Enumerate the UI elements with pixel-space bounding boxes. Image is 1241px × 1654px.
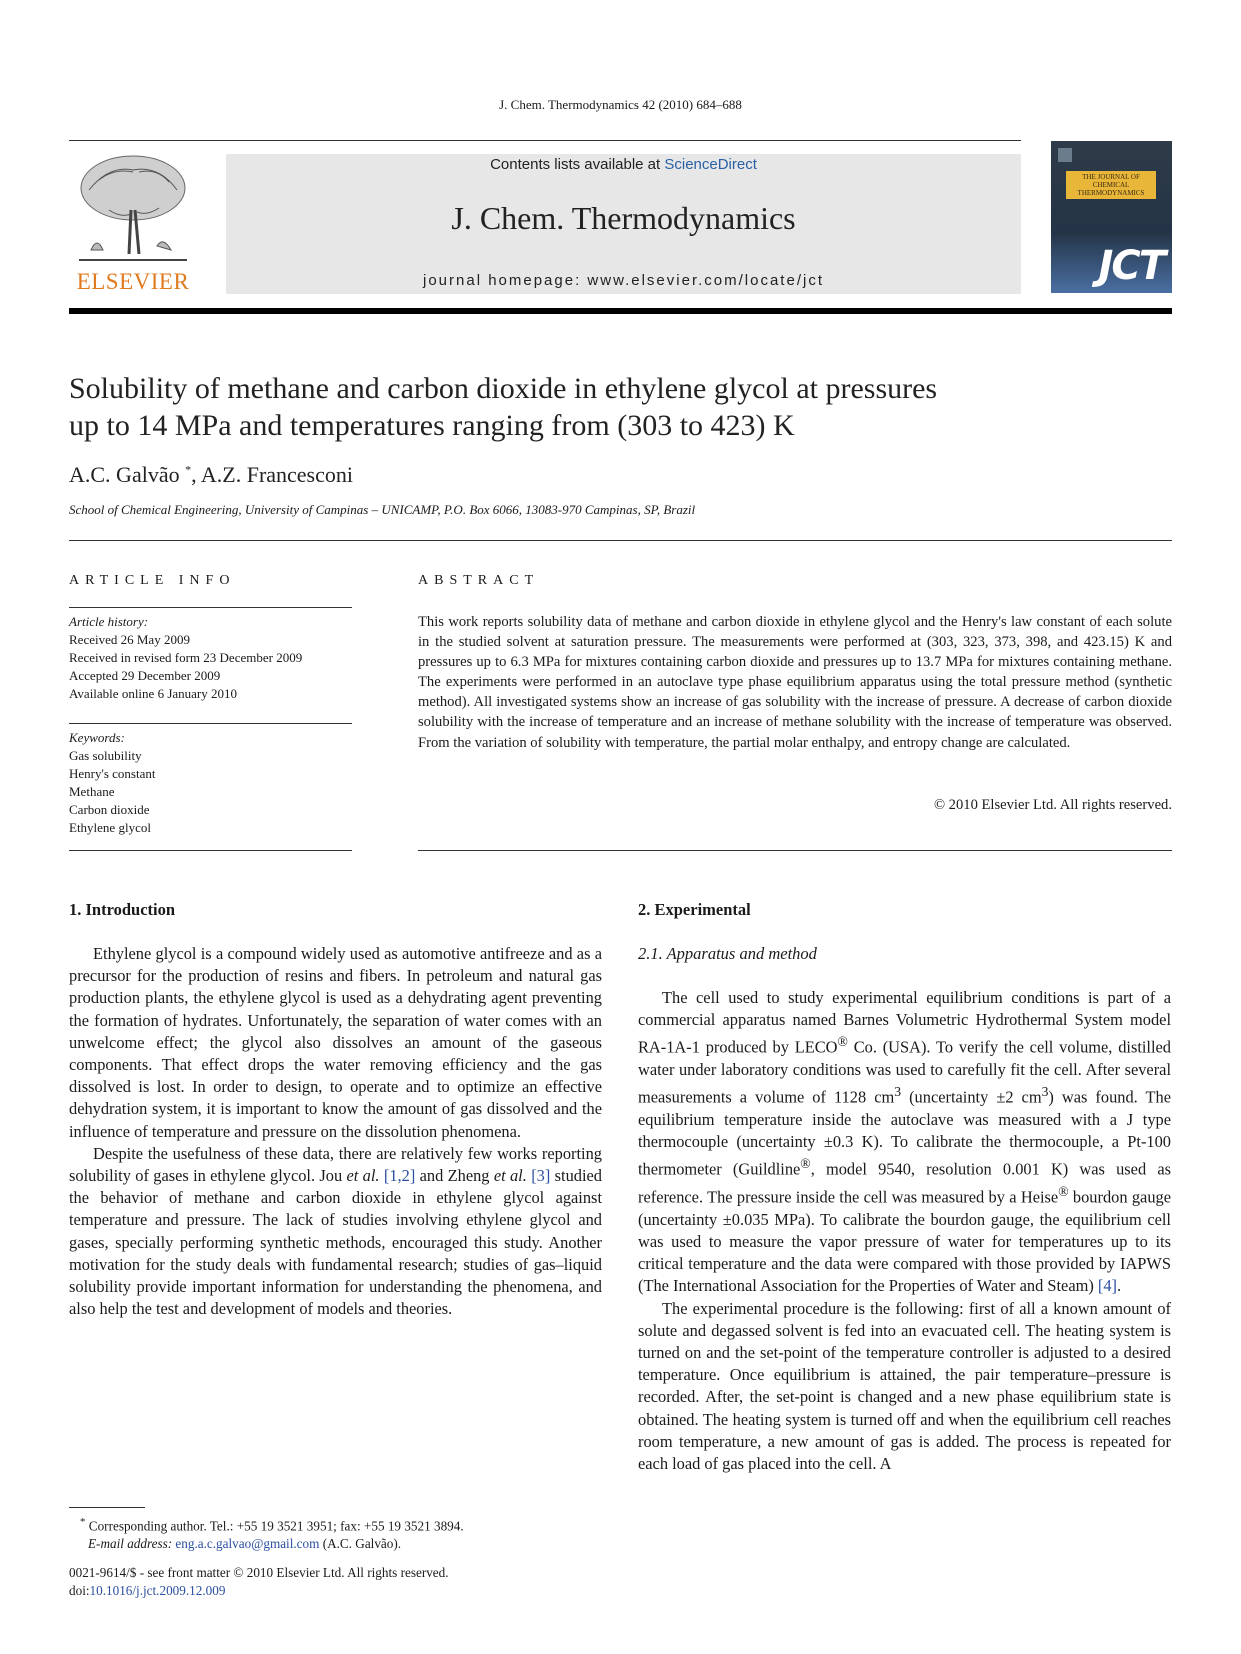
text-run: ) was found. The equilibrium temperature inside the autoclave was measured with a J type thermocouple (uncertainty ±0.3 K). To calibrate the thermocouple, a Pt-100 thermometer (Guildline: [638, 1087, 1171, 1179]
tree-icon: [69, 150, 197, 270]
email-link[interactable]: eng.a.c.galvao@gmail.com: [175, 1536, 320, 1552]
experimental-paragraph-1: [638, 987, 1171, 1298]
et-al: et al.: [493, 1166, 527, 1186]
article-info-rule-mid: [69, 723, 352, 724]
author-list: [69, 462, 353, 488]
abstract-text: This work reports solubility data of methane and carbon dioxide in ethylene glycol and the Henry's law constant of each solute in the studied solvent at saturation pressure. The measurements were performed at (303, 323, 373, 398, and 423.15) K and pressures up to 6.3 MPa for mixtures containing carbon dioxide and pressures up to 13.7 MPa for mixtures containing methane. The experiments were performed in an autoclave type phase equilibrium apparatus using the total pressure method (synthetic method). All investigated systems show an increase of gas solubility with the increase of pressure. A decrease of carbon dioxide solubility with the increase of temperature and an increase of methane solubility with the increase of temperature was observed. From the variation of solubility with temperature, the partial molar enthalpy, and entropy change are calculated.: [418, 614, 1172, 751]
text-run: The cell used to study experimental equilibrium conditions is part of a commercial apparatus named Barnes Volumetric Hydrothermal System model RA-1A-1 produced by LECO: [638, 988, 1171, 1057]
email-suffix: (A.C. Galvão).: [319, 1536, 402, 1552]
footnote-marker: *: [80, 1516, 86, 1528]
elsevier-logo[interactable]: [69, 150, 197, 295]
introduction-heading: 1. Introduction: [69, 900, 176, 919]
footnote-contact: Corresponding author. Tel.: +55 19 3521 3951; fax: +55 19 3521 3894.: [88, 1518, 464, 1534]
author-rest: , A.Z. Francesconi: [191, 462, 353, 487]
history-label: Article history:: [69, 614, 149, 629]
keywords-list: [69, 729, 352, 837]
journal-title: J. Chem. Thermodynamics: [451, 200, 796, 236]
citation-link[interactable]: [3]: [531, 1166, 551, 1186]
keyword-item: Gas solubility: [69, 748, 142, 763]
abstract-rule-top: [418, 607, 1172, 608]
contents-line: [226, 156, 1021, 173]
citation-link[interactable]: [4]: [1097, 1276, 1118, 1296]
title-line-1: Solubility of methane and carbon dioxide in ethylene glycol at pressures: [69, 372, 938, 405]
history-revised: Received in revised form 23 December 2009: [69, 650, 303, 665]
abstract-copyright: © 2010 Elsevier Ltd. All rights reserved.: [933, 797, 1172, 813]
text-run: , model 9540, resolution 0.001 K) was used as reference. The pressure inside the cell was measured by a Heise: [638, 1159, 1171, 1207]
registered-mark: ®: [1058, 1184, 1069, 1200]
affiliation-rule: [69, 540, 1172, 541]
text-run: (uncertainty ±2 cm: [901, 1087, 1042, 1107]
journal-cover[interactable]: [1051, 141, 1172, 293]
text-run: Co. (USA). To verify the cell volume, distilled water under laboratory conditions was used to carefully fit the cell. After several measurements a volume of 1128 cm: [638, 1037, 1172, 1107]
superscript: 3: [1041, 1084, 1049, 1100]
contents-prefix: Contents lists available at: [490, 156, 665, 173]
affiliation: School of Chemical Engineering, University of Campinas – UNICAMP, P.O. Box 6066, 13083-970 Campinas, SP, Brazil: [69, 502, 696, 517]
elsevier-wordmark: ELSEVIER: [76, 269, 190, 294]
abstract-rule-bottom: [418, 850, 1172, 851]
sciencedirect-link[interactable]: ScienceDirect: [664, 156, 757, 173]
journal-homepage[interactable]: journal homepage: www.elsevier.com/locate/jct: [423, 272, 824, 289]
author-first: A.C. Galvão: [69, 462, 180, 487]
intro-paragraph-1: Ethylene glycol is a compound widely used as automotive antifreeze and as a precursor for the production of resins and fibers. In petroleum and natural gas production plants, the ethylene glycol is used as a dehydrating agent preventing the formation of hydrates. Unfortunately, the separation of water comes with an unwelcome effect; the glycol also dissolves an amount of the gaseous components. That effect drops the water removing efficiency and the gas dissolved is lost. In order to design, to operate and to optimize an effective dehydration system, it is important to know the amount of gas dissolved and the influence of temperature and pressure on the dissolution phenomena.: [69, 944, 602, 1141]
history-online: Available online 6 January 2010: [69, 686, 237, 701]
keyword-item: Henry's constant: [69, 766, 156, 781]
keyword-item: Ethylene glycol: [69, 820, 151, 835]
article-info-heading: ARTICLE INFO: [69, 573, 236, 588]
header-thick-rule: [69, 308, 1172, 314]
front-matter-line: 0021-9614/$ - see front matter © 2010 Elsevier Ltd. All rights reserved.: [69, 1565, 449, 1580]
abstract-heading: ABSTRACT: [418, 573, 540, 588]
keywords-label: Keywords:: [69, 730, 125, 745]
article-info-rule-top: [69, 607, 352, 608]
registered-mark: ®: [837, 1034, 848, 1050]
journal-reference: J. Chem. Thermodynamics 42 (2010) 684–688: [499, 97, 742, 112]
experimental-body: [638, 987, 1171, 1475]
et-al: et al.: [346, 1166, 380, 1186]
apparatus-subheading: 2.1. Apparatus and method: [638, 944, 817, 963]
article-history: [69, 613, 352, 703]
text-run: bourdon gauge (uncertainty ±0.035 MPa). To calibrate the bourdon gauge, the equilibrium cell was used to measure the vapor pressure of water for temperatures up to its critical temperature and the data were compared with those provided by IAPWS (The International Association for the Properties of Water and Steam): [638, 1187, 1171, 1296]
history-received: Received 26 May 2009: [69, 632, 190, 647]
superscript: 3: [894, 1084, 902, 1100]
header-rule: [69, 140, 1021, 141]
corresponding-marker[interactable]: *: [185, 462, 192, 477]
title-line-2: up to 14 MPa and temperatures ranging from (303 to 423) K: [69, 409, 795, 442]
text-run: and Zheng: [415, 1166, 494, 1186]
cover-emblem-icon: [1058, 148, 1072, 162]
front-matter: [69, 1564, 449, 1600]
text-run: studied the behavior of methane and carbon dioxide in ethylene glycol against temperature and pressure. The lack of studies involving ethylene glycol and gases, specially performing synthetic methods, encouraged this study. Another motivation for the study deals with fundamental research; studies of gas–liquid solubility provide important information for understanding the phenomena, and also help the test and development of models and theories.: [69, 1166, 602, 1319]
cover-letters: JCT: [1098, 243, 1164, 289]
cover-label: THE JOURNAL OF CHEMICAL THERMODYNAMICS: [1066, 171, 1156, 199]
text-run: .: [1117, 1276, 1122, 1296]
doi-link[interactable]: 10.1016/j.jct.2009.12.009: [89, 1583, 226, 1598]
corresponding-author-footnote: [80, 1513, 464, 1553]
citation-link[interactable]: [1,2]: [383, 1166, 416, 1186]
doi-label: doi:: [69, 1583, 90, 1598]
keyword-item: Carbon dioxide: [69, 802, 150, 817]
intro-paragraph-2: [69, 1143, 602, 1321]
registered-mark: ®: [800, 1156, 811, 1172]
keyword-item: Methane: [69, 784, 115, 799]
history-accepted: Accepted 29 December 2009: [69, 668, 221, 683]
email-label: E-mail address:: [88, 1536, 176, 1552]
journal-banner: [226, 154, 1021, 294]
footnote-rule: [69, 1507, 145, 1508]
experimental-heading: 2. Experimental: [638, 900, 751, 919]
text-run: Despite the usefulness of these data, there are relatively few works reporting solubility of gases in ethylene glycol. Jou: [69, 1143, 602, 1186]
experimental-paragraph-2: The experimental procedure is the following: first of all a known amount of solute and degassed solvent is fed into an evacuated cell. The heating system is turned on and the set-point of the temperature controller is adjusted to a desired temperature. Once equilibrium is attained, the pair temperature–pressure is recorded. After, the set-point is changed and a new phase equilibrium state is obtained. The heating system is turned off and when the equilibrium cell reaches room temperature, a new amount of gas is added. The process is repeated for each load of gas placed into the cell. A: [638, 1298, 1171, 1473]
paper-title: [69, 370, 1099, 444]
introduction-body: [69, 943, 602, 1320]
article-info-rule-bottom: [69, 850, 352, 851]
